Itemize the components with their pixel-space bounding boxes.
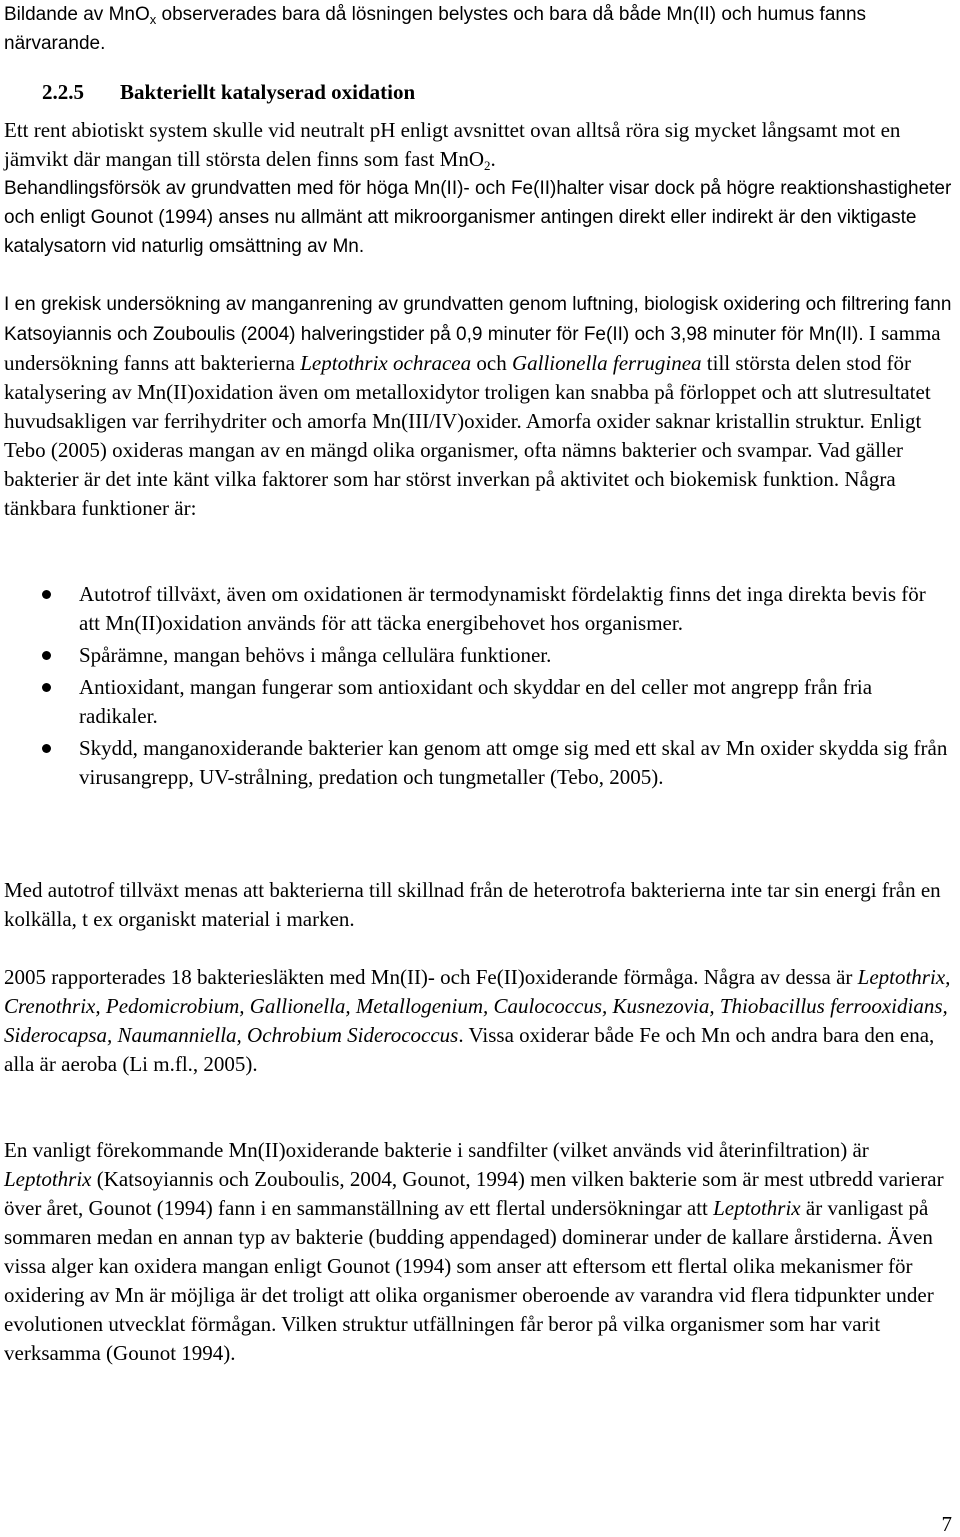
para5-text-b: . Vissa oxiderar både Fe och Mn och andra bara den ena, alla är aeroba (Li m.fl., 2005). [4,1023,935,1076]
list-item [4,641,952,670]
list-item-text: Antioxidant, mangan fungerar som antioxidant och skyddar en del celler mot angrepp från fria radikaler. [79,675,873,728]
list-item [4,673,952,731]
intro-text-b: observerades bara då lösningen belystes och bara då både Mn(II) och humus fanns närvarande. [4,4,867,54]
para3-text-b: och [471,351,512,375]
paragraph-treatment: Behandlingsförsök av grundvatten med för höga Mn(II)- och Fe(II)halter visar dock på högre reaktionshastigheter och enligt Gounot (1994) anses nu allmänt att mikroorganismer antingen direkt eller indirekt är den viktigaste katalysatorn vid naturlig omsättning av Mn. [4,178,952,257]
list-item [4,734,952,792]
page-number: 7 [941,1512,952,1536]
para1-subscript: 2 [484,158,491,173]
bullet-icon [42,683,51,692]
para3-text-c: till största delen stod för katalysering av Mn(II)oxidation även om metalloxidytor troligen kan snabba på förloppet och att slutresultatet huvudsakligen var ferrihydriter och amorfa Mn(III/IV)oxider. Amorfa oxider saknar kristallin struktur. Enligt Tebo (2005) oxideras mangan av en mängd olika organismer, ofta nämns bakterier och svampar. Vad gäller bakterier är det inte känt vilka faktorer som har störst inverkan på aktivitet och biokemisk funktion. Några tänkbara funktioner är: [4,351,931,520]
section-number: 2.2.5 [42,80,84,104]
list-item [4,580,952,638]
genus-leptothrix: Leptothrix [713,1196,801,1220]
para3-sans-text: I en grekisk undersökning av manganrening av grundvatten genom luftning, biologisk oxidering och filtrering fann Katsoyiannis och Zouboulis (2004) halveringstider på 0,9 minuter för Fe(II) och 3,98 minuter för Mn(II). [4,294,952,345]
species-gallionella-ferruginea: Gallionella ferruginea [511,351,702,375]
para6-text-c: är vanligast på sommaren medan en annan typ av bakterie (budding appendaged) dominerar under de kallare årstiderna. Även vissa alger kan oxidera mangan enligt Gounot (1994) som anser att eftersom ett flertal olika mekanismer för oxidering av Mn är möjliga är det troligt att olika organismer oberoende av varandra vid flera tidpunkter under evolutionen utvecklat förmågan. Vilken struktur utfällningen får beror på vilka organismer som har varit verksamma (Gounot 1994). [4,1196,934,1365]
section-heading [42,78,415,107]
intro-text-a: Bildande av MnO [4,4,150,25]
para6-text-a: En vanligt förekommande Mn(II)oxiderande bakterie i sandfilter (vilket används vid återinfiltration) är [4,1138,869,1162]
para3-text-a: I samma undersökning fanns att bakterierna [4,321,941,375]
bullet-icon [42,651,51,660]
paragraph-genera [4,963,952,1079]
bullet-icon [42,590,51,599]
bullet-icon [42,744,51,753]
species-leptothrix-ochracea: Leptothrix ochracea [300,351,472,375]
section-title: Bakteriellt katalyserad oxidation [120,80,416,104]
para1-text-a: Ett rent abiotiskt system skulle vid neutralt pH enligt avsnittet ovan alltså röra sig mycket långsamt mot en jämvikt där mangan till största delen finns som fast MnO [4,118,901,171]
intro-paragraph [4,0,952,58]
list-item-text: Spårämne, mangan behövs i många cellulära funktioner. [79,643,552,667]
paragraph-greek-study [4,289,952,523]
paragraph-autotrophic: Med autotrof tillväxt menas att bakterierna till skillnad från de heterotrofa bakterierna inte tar sin energi från en kolkälla, t ex organiskt material i marken. [4,878,941,931]
para6-text-b: (Katsoyiannis och Zouboulis, 2004, Gounot, 1994) men vilken bakterie som är mest utbredd varierar över året, Gounot (1994) fann i en sammanställning av ett flertal undersökningar att [4,1167,944,1220]
genus-leptothrix: Leptothrix [4,1167,92,1191]
list-item-text: Autotrof tillväxt, även om oxidationen är termodynamiskt fördelaktig finns det inga direkta bevis för att Mn(II)oxidation används för att täcka energibehovet hos organismer. [79,582,926,635]
paragraph-sandfilter [4,1136,952,1368]
para5-text-a: 2005 rapporterades 18 bakteriesläkten med Mn(II)- och Fe(II)oxiderande förmåga. Några av dessa är [4,965,858,989]
paragraph-abiotic [4,116,952,174]
functions-bullet-list [4,580,952,795]
genera-list: Leptothrix, Crenothrix, Pedomicrobium, Gallionella, Metallogenium, Caulococcus, Kusnezovia, Thiobacillus ferrooxidians, Siderocapsa, Naumanniella, Ochrobium Siderococcus [4,965,951,1047]
intro-subscript: x [149,12,157,27]
list-item-text: Skydd, manganoxiderande bakterier kan genom att omge sig med ett skal av Mn oxider skydda sig från virusangrepp, UV-strålning, predation och tungmetaller (Tebo, 2005). [79,736,948,789]
para1-text-b: . [490,147,496,171]
